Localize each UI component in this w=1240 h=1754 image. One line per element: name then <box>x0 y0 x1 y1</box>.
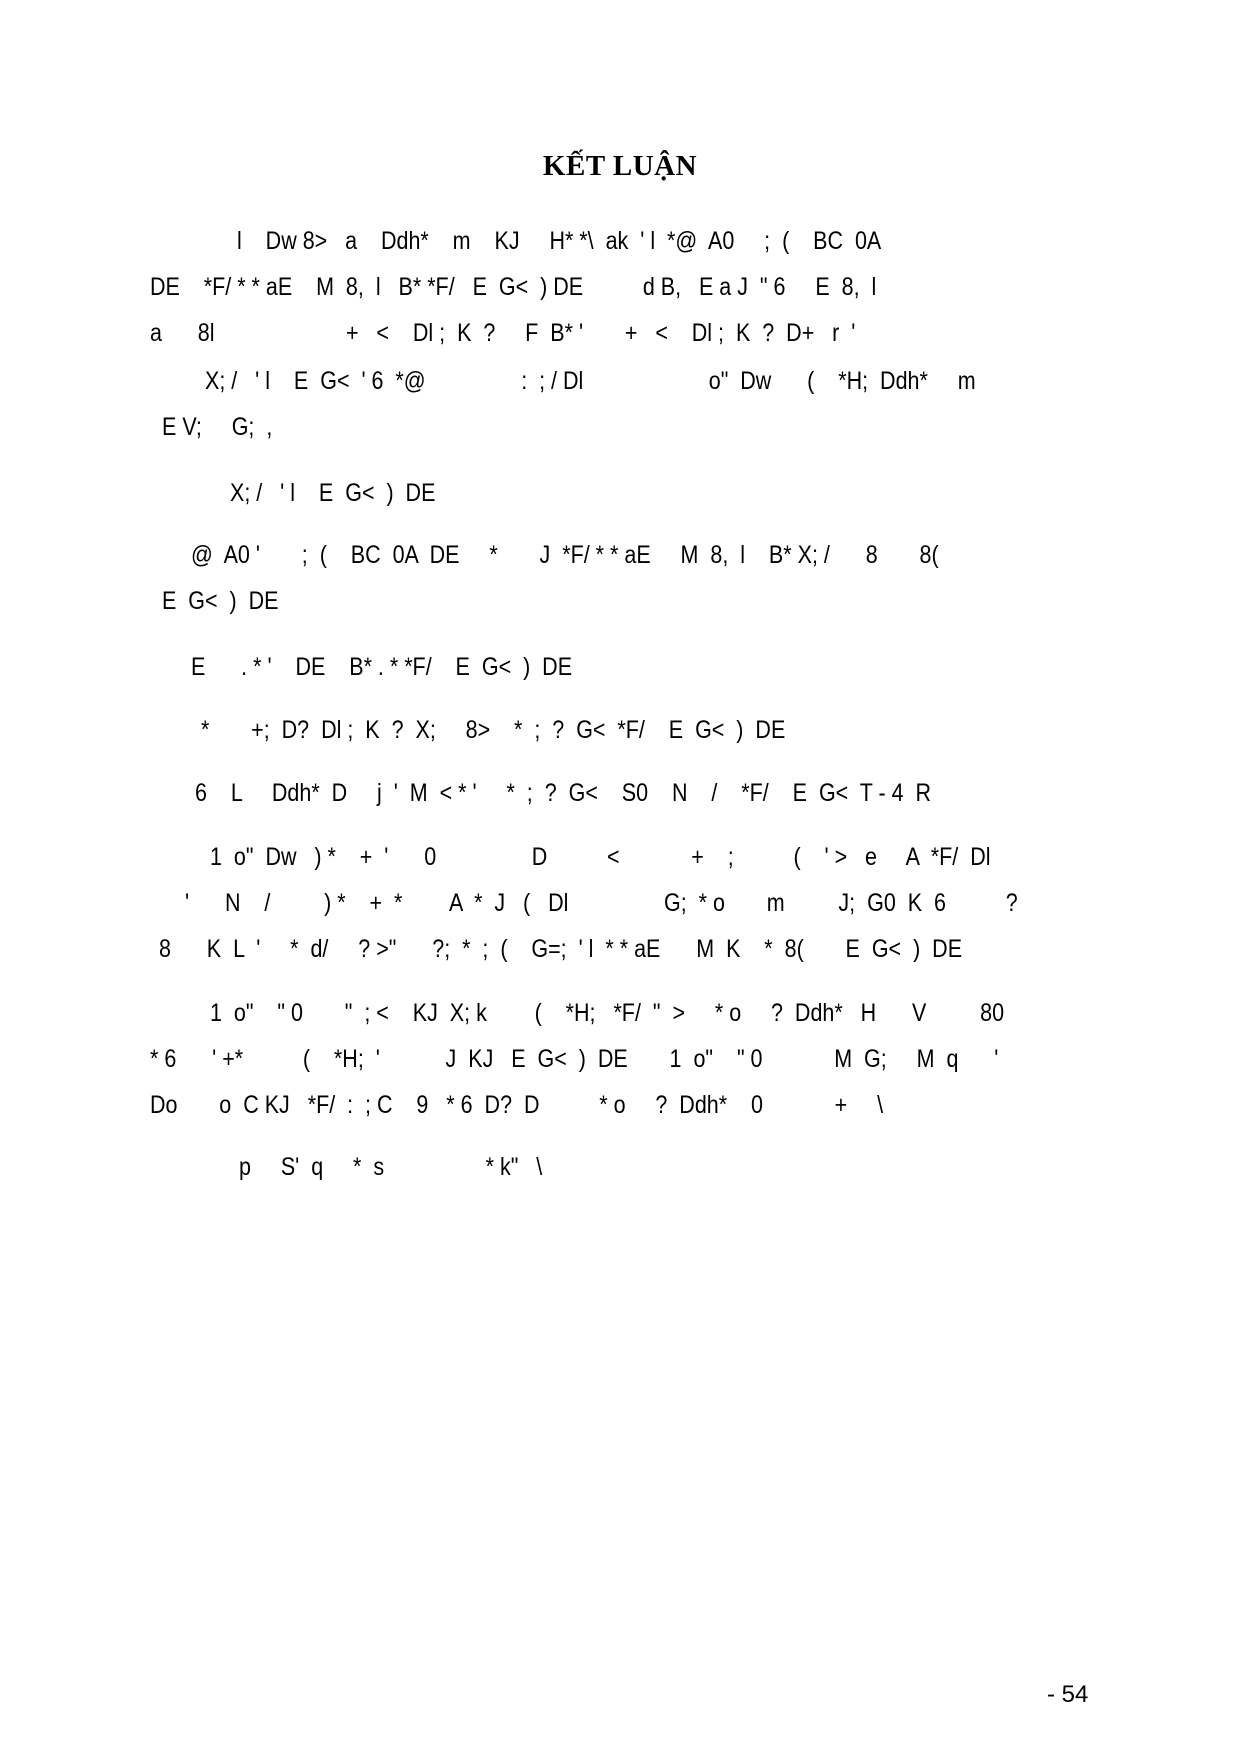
body-text-line: E G< ) DE <box>162 587 279 615</box>
body-text-line: DE *F/ * * aE M 8, l B* *F/ E G< ) DE d B, E a J " 6 E 8, l <box>150 273 877 301</box>
body-text-line: a 8l + < Dl ; K ? F B* ' + < Dl ; K ? D+ r ' <box>150 319 856 347</box>
body-text-line: ' N / ) * + * A * J ( Dl G; * o m J; G0 K 6 ? <box>185 889 1018 917</box>
body-text-line: @ A0 ' ; ( BC 0A DE * J *F/ * * aE M 8, l B* X; / 8 8( <box>191 541 939 569</box>
body-text-line: 6 L Ddh* D j ' M < * ' * ; ? G< S0 N / *F/ E G< T - 4 R <box>195 779 932 807</box>
body-text-line: l Dw 8> a Ddh* m KJ H* *\ ak ' l *@ A0 ; ( BC 0A <box>237 227 882 255</box>
body-text-line: * 6 ' +* ( *H; ' J KJ E G< ) DE 1 o" " 0 M G; M q ' <box>150 1045 999 1073</box>
body-text-line: E V; G; , <box>162 413 273 441</box>
body-text-line: X; / ' l E G< ) DE <box>230 479 436 507</box>
body-text-line: E . * ' DE B* . * *F/ E G< ) DE <box>191 653 573 681</box>
body-text-line: X; / ' l E G< ' 6 *@ : ; / Dl o" Dw ( *H; Ddh* m <box>205 367 976 395</box>
body-text-line: p S' q * s * k" \ <box>239 1153 543 1181</box>
body-text-line: 1 o" Dw ) * + ' 0 D < + ; ( ' > e A *F/ Dl <box>210 843 991 871</box>
page-title: KẾT LUẬN <box>542 150 698 182</box>
page-number: - 54 <box>1047 1681 1089 1708</box>
body-text-line: * +; D? Dl ; K ? X; 8> * ; ? G< *F/ E G< ) DE <box>201 716 786 744</box>
body-text-line: 8 K L ' * d/ ? >" ?; * ; ( G=; ' l * * aE M K * 8( E G< ) DE <box>159 935 963 963</box>
body-text-line: 1 o" " 0 " ; < KJ X; k ( *H; *F/ " > * o ? Ddh* H V 80 <box>210 999 1005 1027</box>
body-text-line: Do o C KJ *F/ : ; C 9 * 6 D? D * o ? Ddh* 0 + \ <box>150 1091 884 1119</box>
